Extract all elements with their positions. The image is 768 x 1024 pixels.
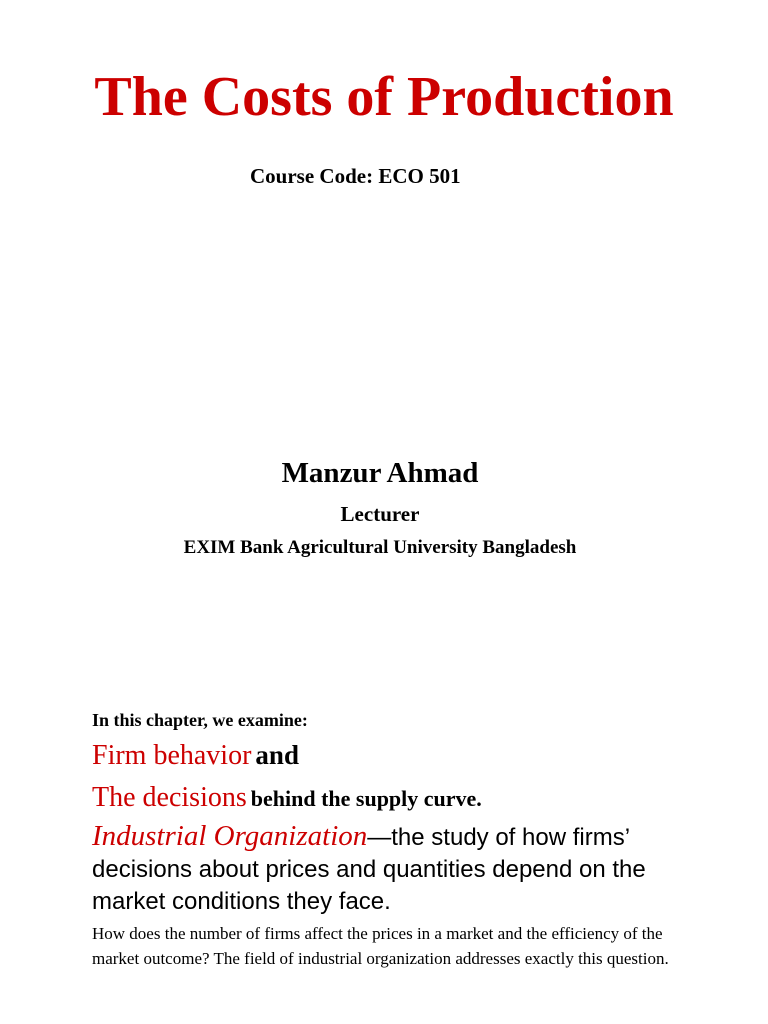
chapter-intro: In this chapter, we examine:	[92, 710, 308, 730]
author-name: Manzur Ahmad	[281, 457, 479, 489]
and-connector: and	[255, 740, 299, 770]
industrial-organization-text: —the study of how firms’ decisions about prices and quantities depend on the market conditions they face.	[92, 824, 646, 915]
course-code: Course Code: ECO 501	[250, 164, 461, 188]
author-affiliation: EXIM Bank Agricultural University Bangladesh	[183, 537, 577, 558]
decisions-term: The decisions	[92, 782, 247, 813]
industrial-organization-definition	[92, 820, 712, 918]
firm-behavior-term: Firm behavior	[92, 740, 252, 771]
topic-decisions-line	[92, 778, 482, 822]
supply-curve-text: behind the supply curve.	[250, 786, 482, 811]
author-role: Lecturer	[340, 502, 420, 526]
topic-firm-behavior-line	[92, 735, 299, 780]
document-title: The Costs of Production	[94, 66, 674, 128]
industrial-organization-term: Industrial Organization	[92, 820, 368, 852]
chapter-question: How does the number of firms affect the prices in a market and the efficiency of the market outcome? The field of industrial organization addresses exactly this question.	[92, 924, 669, 968]
